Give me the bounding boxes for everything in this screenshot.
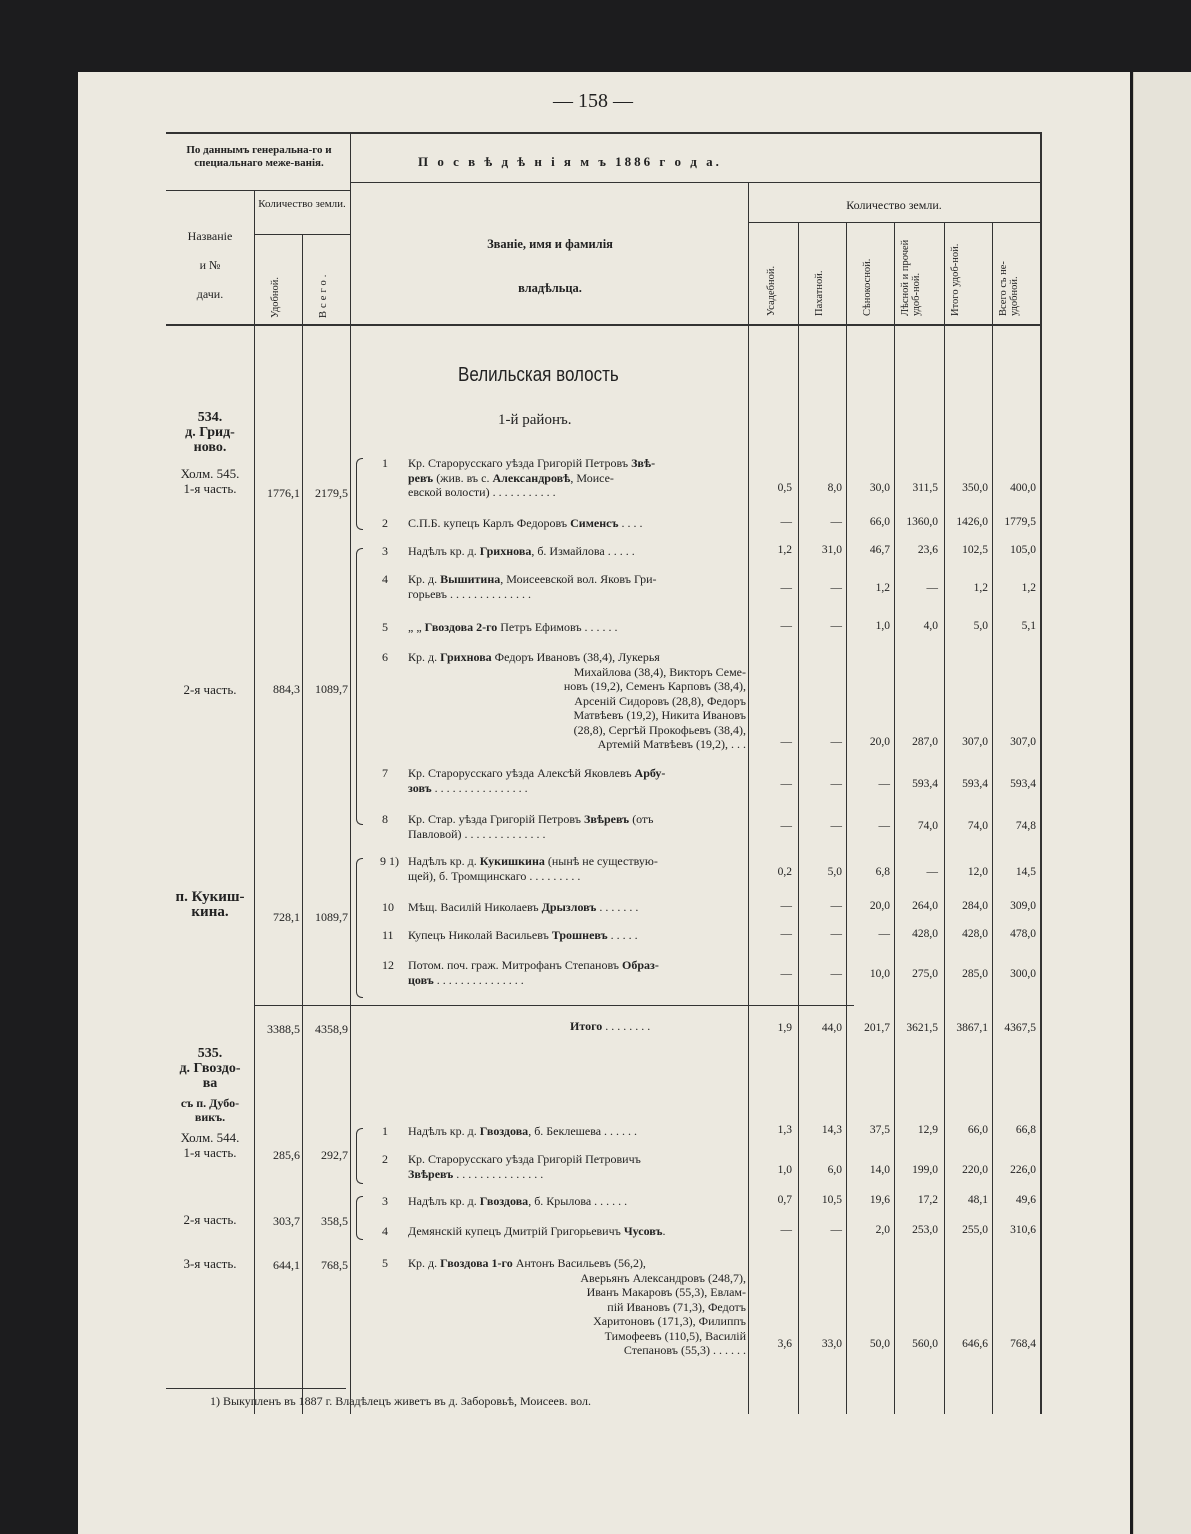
header-left-title: По даннымъ генеральна-го и специальнаго меже-ванія. bbox=[186, 144, 332, 169]
entry-value: 287,0 bbox=[912, 736, 938, 748]
table-right-border bbox=[1040, 132, 1042, 1414]
entry-value: 307,0 bbox=[962, 736, 988, 748]
entry-value: 0,5 bbox=[777, 482, 792, 494]
entry-value: 74,0 bbox=[967, 820, 988, 832]
vsego-6: 768,5 bbox=[321, 1258, 348, 1272]
entry-value: 14,0 bbox=[869, 1164, 890, 1176]
vsego-total: 4358,9 bbox=[315, 1022, 348, 1036]
entry-number: 7 bbox=[382, 766, 388, 780]
entry-value: 74,0 bbox=[917, 820, 938, 832]
entry-value: 285,0 bbox=[962, 968, 988, 980]
vsego-5: 358,5 bbox=[321, 1214, 348, 1228]
entry-value: 8,0 bbox=[827, 482, 842, 494]
dacha-kukishkina: п. Кукиш- кина. bbox=[175, 889, 245, 920]
entry-value: 10,0 bbox=[869, 968, 890, 980]
entry-value: 1426,0 bbox=[956, 516, 988, 528]
entry-value: 23,6 bbox=[917, 544, 938, 556]
header-right-title: П о с в ѣ д ѣ н і я м ъ 1886 г о д а. bbox=[418, 154, 722, 169]
entry-value: 31,0 bbox=[821, 544, 842, 556]
entry-value: 646,6 bbox=[962, 1338, 988, 1350]
document-page bbox=[78, 72, 1130, 1534]
entry-value: — bbox=[780, 968, 792, 980]
entry-value: 275,0 bbox=[912, 968, 938, 980]
footnote: 1) Выкупленъ въ 1887 г. Владѣлецъ живетъ въ д. Заборовьѣ, Моисеев. вол. bbox=[210, 1394, 591, 1408]
entry-value: — bbox=[878, 928, 890, 940]
page-number: — 158 — bbox=[553, 90, 633, 112]
entry-text: Кр. Старорусскаго уѣзда Григорій Петровъ Звѣ- ревъ (жив. въ с. Александровѣ, Моисе- евской волости) . . . . . . . . . . . bbox=[408, 456, 656, 499]
entry-value: 105,0 bbox=[1010, 544, 1036, 556]
brace bbox=[356, 1128, 363, 1184]
entry-number: 12 bbox=[382, 958, 394, 972]
entry-text: Кр. д. Вышитина, Моисеевской вол. Яковъ Гри- горьевъ . . . . . . . . . . . . . . bbox=[408, 572, 657, 601]
entry-value: 1779,5 bbox=[1004, 516, 1036, 528]
entry-text: Мѣщ. Василій Николаевъ Дрызловъ . . . . . . . bbox=[408, 900, 639, 914]
entry-value: 2,0 bbox=[875, 1224, 890, 1236]
entry-value: — bbox=[830, 928, 842, 940]
entry-value: 37,5 bbox=[869, 1124, 890, 1136]
entry-value: — bbox=[780, 928, 792, 940]
entry-number: 11 bbox=[382, 928, 394, 942]
entry-value: 1,2 bbox=[875, 582, 890, 594]
entry-text: Кр. Старорусскаго уѣзда Григорій Петровичъ Звѣревъ . . . . . . . . . . . . . . . bbox=[408, 1152, 641, 1181]
entry-value: 199,0 bbox=[912, 1164, 938, 1176]
entry-number: 3 bbox=[382, 544, 388, 558]
entry-value: — bbox=[830, 900, 842, 912]
header-bottom-border bbox=[166, 324, 1040, 326]
entry-value: 310,6 bbox=[1010, 1224, 1036, 1236]
col-udob-header: Удобной. bbox=[270, 276, 281, 318]
dacha-535-dubovik: съ п. Дубо- викъ. bbox=[180, 1096, 240, 1124]
entry-value: 4,0 bbox=[923, 620, 938, 632]
entry-value: 593,4 bbox=[962, 778, 988, 790]
entry-value: 5,0 bbox=[827, 866, 842, 878]
entry-text: Купецъ Николай Васильевъ Трошневъ . . . . . bbox=[408, 928, 638, 942]
entry-value: 14,3 bbox=[821, 1124, 842, 1136]
entry-value: 3621,5 bbox=[906, 1022, 938, 1034]
col-owner-header: Званіе, имя и фамилія владѣльца. bbox=[487, 237, 613, 295]
entry-value: 50,0 bbox=[869, 1338, 890, 1350]
udob-total: 3388,5 bbox=[267, 1022, 300, 1036]
entry-value: 0,7 bbox=[777, 1194, 792, 1206]
entry-number: 9 1) bbox=[380, 854, 399, 868]
entry-value: — bbox=[780, 900, 792, 912]
district-title: 1-й районъ. bbox=[498, 412, 572, 428]
entry-value: 220,0 bbox=[962, 1164, 988, 1176]
col-vsego-header: Всего. bbox=[318, 271, 329, 318]
brace bbox=[356, 1196, 363, 1240]
entry-value: 48,1 bbox=[967, 1194, 988, 1206]
entry-text: Надѣлъ кр. д. Кукишкина (нынѣ не существую- щей), б. Тромщинскаго . . . . . . . . . bbox=[408, 854, 658, 883]
entry-number: 5 bbox=[382, 620, 388, 634]
udob-3: 728,1 bbox=[273, 910, 300, 924]
entry-text: Надѣлъ кр. д. Гвоздова, б. Беклешева . . . . . . bbox=[408, 1124, 638, 1138]
entry-value: 66,0 bbox=[967, 1124, 988, 1136]
entry-value: 17,2 bbox=[917, 1194, 938, 1206]
adjacent-page-edge bbox=[1133, 72, 1191, 1534]
entry-value: 1360,0 bbox=[906, 516, 938, 528]
vsego-1: 2179,5 bbox=[315, 486, 348, 500]
entry-value: 309,0 bbox=[1010, 900, 1036, 912]
entry-value: 3,6 bbox=[777, 1338, 792, 1350]
entry-value: 428,0 bbox=[962, 928, 988, 940]
entry-value: 1,9 bbox=[777, 1022, 792, 1034]
entry-value: 1,0 bbox=[777, 1164, 792, 1176]
section-title: Велильская волость bbox=[458, 364, 619, 386]
entry-text: Кр. Стар. уѣзда Григорій Петровъ Звѣревъ (отъ Павловой) . . . . . . . . . . . . . . bbox=[408, 812, 654, 841]
udob-6: 644,1 bbox=[273, 1258, 300, 1272]
dacha-535-part3: 3-я часть. bbox=[183, 1256, 237, 1271]
dacha-534-part2: 2-я часть. bbox=[183, 682, 237, 697]
entry-value: 19,6 bbox=[869, 1194, 890, 1206]
sub-header-6: Всего съ не-удобной. bbox=[998, 261, 1020, 316]
entry-text: Кр. д. Гвоздова 1-го Антонъ Васильевъ (56,2), Аверьянъ Александровъ (248,7), Иванъ Макаровъ (55,3), Евлам- пій Ивановъ (71,3), Федотъ Харитоновъ (171,3), Филиппъ Тимофеевъ (110,5), Василій Степановъ (55,3) . . . . . . bbox=[408, 1256, 746, 1357]
entry-value: 284,0 bbox=[962, 900, 988, 912]
entry-value: — bbox=[780, 620, 792, 632]
entry-number: 1 bbox=[382, 1124, 388, 1138]
col-name-header: Названіе и № дачи. bbox=[187, 229, 233, 301]
entry-number: 1 bbox=[382, 456, 388, 470]
entry-text: С.П.Б. купецъ Карлъ Федоровъ Сименсъ . . . . bbox=[408, 516, 643, 530]
entry-value: 1,2 bbox=[777, 544, 792, 556]
sub-header-3: Сѣнокосной. bbox=[862, 258, 873, 316]
entry-value: — bbox=[780, 1224, 792, 1236]
entry-value: 400,0 bbox=[1010, 482, 1036, 494]
brace bbox=[356, 458, 363, 530]
entry-number: 3 bbox=[382, 1194, 388, 1208]
entry-text: Итого . . . . . . . . bbox=[570, 1019, 651, 1033]
entry-value: — bbox=[878, 778, 890, 790]
entry-value: — bbox=[830, 620, 842, 632]
vsego-3: 1089,7 bbox=[315, 910, 348, 924]
entry-value: 226,0 bbox=[1010, 1164, 1036, 1176]
entry-value: — bbox=[830, 778, 842, 790]
entry-value: 264,0 bbox=[912, 900, 938, 912]
entry-value: 46,7 bbox=[869, 544, 890, 556]
entry-text: Надѣлъ кр. д. Грихнова, б. Измайлова . . . . . bbox=[408, 544, 635, 558]
entry-value: — bbox=[830, 582, 842, 594]
entry-number: 2 bbox=[382, 516, 388, 530]
vsego-4: 292,7 bbox=[321, 1148, 348, 1162]
entry-value: 560,0 bbox=[912, 1338, 938, 1350]
entry-text: Кр. д. Грихнова Федоръ Ивановъ (38,4), Лукерья Михайлова (38,4), Викторъ Семе- новъ (19,2), Семенъ Карповъ (38,4), Арсеній Сидоровъ (28,8), Федоръ Матвѣевъ (19,2), Никита Ивановъ (28,8), Сергѣй Прокофьевъ (38,4), Артемій Матвѣевъ (19,2), . . . bbox=[408, 650, 746, 751]
vsego-2: 1089,7 bbox=[315, 682, 348, 696]
entry-value: 6,8 bbox=[875, 866, 890, 878]
entry-value: 255,0 bbox=[962, 1224, 988, 1236]
brace bbox=[356, 548, 363, 825]
entry-value: 253,0 bbox=[912, 1224, 938, 1236]
entry-value: 102,5 bbox=[962, 544, 988, 556]
entry-value: 350,0 bbox=[962, 482, 988, 494]
entry-value: 593,4 bbox=[1010, 778, 1036, 790]
entry-value: 0,2 bbox=[777, 866, 792, 878]
entry-value: 33,0 bbox=[821, 1338, 842, 1350]
entry-text: „ „ Гвоздова 2-го Петръ Ефимовъ . . . . . . bbox=[408, 620, 618, 634]
entry-value: 14,5 bbox=[1015, 866, 1036, 878]
udob-1: 1776,1 bbox=[267, 486, 300, 500]
entry-value: — bbox=[926, 582, 938, 594]
entry-value: 3867,1 bbox=[956, 1022, 988, 1034]
entry-value: 311,5 bbox=[912, 482, 938, 494]
entry-value: 1,2 bbox=[1021, 582, 1036, 594]
entry-value: — bbox=[780, 778, 792, 790]
entry-value: — bbox=[830, 820, 842, 832]
entry-value: 300,0 bbox=[1010, 968, 1036, 980]
entry-value: 1,2 bbox=[973, 582, 988, 594]
entry-value: — bbox=[830, 516, 842, 528]
sub-header-1: Усадебной. bbox=[766, 265, 777, 316]
entry-number: 4 bbox=[382, 572, 388, 586]
entry-value: 593,4 bbox=[912, 778, 938, 790]
dacha-535-part2: 2-я часть. bbox=[183, 1212, 237, 1227]
entry-number: 8 bbox=[382, 812, 388, 826]
entry-value: 5,1 bbox=[1021, 620, 1036, 632]
entry-value: — bbox=[926, 866, 938, 878]
sub-header-2: Пахатной. bbox=[814, 270, 825, 316]
entry-value: — bbox=[780, 820, 792, 832]
entry-text: Кр. Старорусскаго уѣзда Алексѣй Яковлевъ Арбу- зовъ . . . . . . . . . . . . . . . . bbox=[408, 766, 666, 795]
entry-value: — bbox=[780, 516, 792, 528]
entry-value: 768,4 bbox=[1010, 1338, 1036, 1350]
entry-number: 10 bbox=[382, 900, 394, 914]
dacha-534: 534. д. Грид- ново. bbox=[185, 410, 235, 455]
entry-value: 30,0 bbox=[869, 482, 890, 494]
table-top-border bbox=[166, 132, 1040, 134]
dacha-535-part1: Холм. 544. 1-я часть. bbox=[180, 1130, 240, 1160]
entry-value: 20,0 bbox=[869, 736, 890, 748]
entry-value: 428,0 bbox=[912, 928, 938, 940]
udob-4: 285,6 bbox=[273, 1148, 300, 1162]
sub-header-5: Итого удоб-ной. bbox=[950, 243, 961, 316]
entry-value: 49,6 bbox=[1015, 1194, 1036, 1206]
entry-number: 2 bbox=[382, 1152, 388, 1166]
entry-value: — bbox=[830, 968, 842, 980]
udob-5: 303,7 bbox=[273, 1214, 300, 1228]
entry-value: — bbox=[780, 582, 792, 594]
entry-value: 1,3 bbox=[777, 1124, 792, 1136]
entry-value: — bbox=[780, 736, 792, 748]
entry-value: 478,0 bbox=[1010, 928, 1036, 940]
entry-number: 4 bbox=[382, 1224, 388, 1238]
entry-value: — bbox=[830, 1224, 842, 1236]
entry-value: 12,9 bbox=[917, 1124, 938, 1136]
entry-text: Надѣлъ кр. д. Гвоздова, б. Крылова . . . . . . bbox=[408, 1194, 628, 1208]
entry-value: 74,8 bbox=[1015, 820, 1036, 832]
entry-number: 5 bbox=[382, 1256, 388, 1270]
entry-value: 6,0 bbox=[827, 1164, 842, 1176]
entry-text: Потом. поч. граж. Митрофанъ Степановъ Образ- цовъ . . . . . . . . . . . . . . . bbox=[408, 958, 659, 987]
entry-value: 66,0 bbox=[869, 516, 890, 528]
entry-value: 12,0 bbox=[967, 866, 988, 878]
entry-value: 201,7 bbox=[864, 1022, 890, 1034]
entry-value: 4367,5 bbox=[1004, 1022, 1036, 1034]
entry-value: 66,8 bbox=[1015, 1124, 1036, 1136]
entry-value: 1,0 bbox=[875, 620, 890, 632]
udob-2: 884,3 bbox=[273, 682, 300, 696]
sub-header-4: Лѣсной и прочей удоб-ной. bbox=[900, 239, 922, 316]
entry-value: 5,0 bbox=[973, 620, 988, 632]
col-qty-right-header: Количество земли. bbox=[846, 198, 942, 212]
entry-value: 44,0 bbox=[821, 1022, 842, 1034]
dacha-534-part1: Холм. 545. 1-я часть. bbox=[180, 466, 240, 496]
entry-value: — bbox=[830, 736, 842, 748]
entry-number: 6 bbox=[382, 650, 388, 664]
entry-value: 10,5 bbox=[821, 1194, 842, 1206]
entry-value: — bbox=[878, 820, 890, 832]
entry-value: 307,0 bbox=[1010, 736, 1036, 748]
entry-text: Демянскій купецъ Дмитрій Григорьевичъ Чусовъ. bbox=[408, 1224, 666, 1238]
col-qty-header: Количество земли. bbox=[258, 198, 346, 210]
dacha-535: 535. д. Гвоздо- ва bbox=[179, 1046, 241, 1091]
entry-value: 20,0 bbox=[869, 900, 890, 912]
brace bbox=[356, 858, 363, 998]
